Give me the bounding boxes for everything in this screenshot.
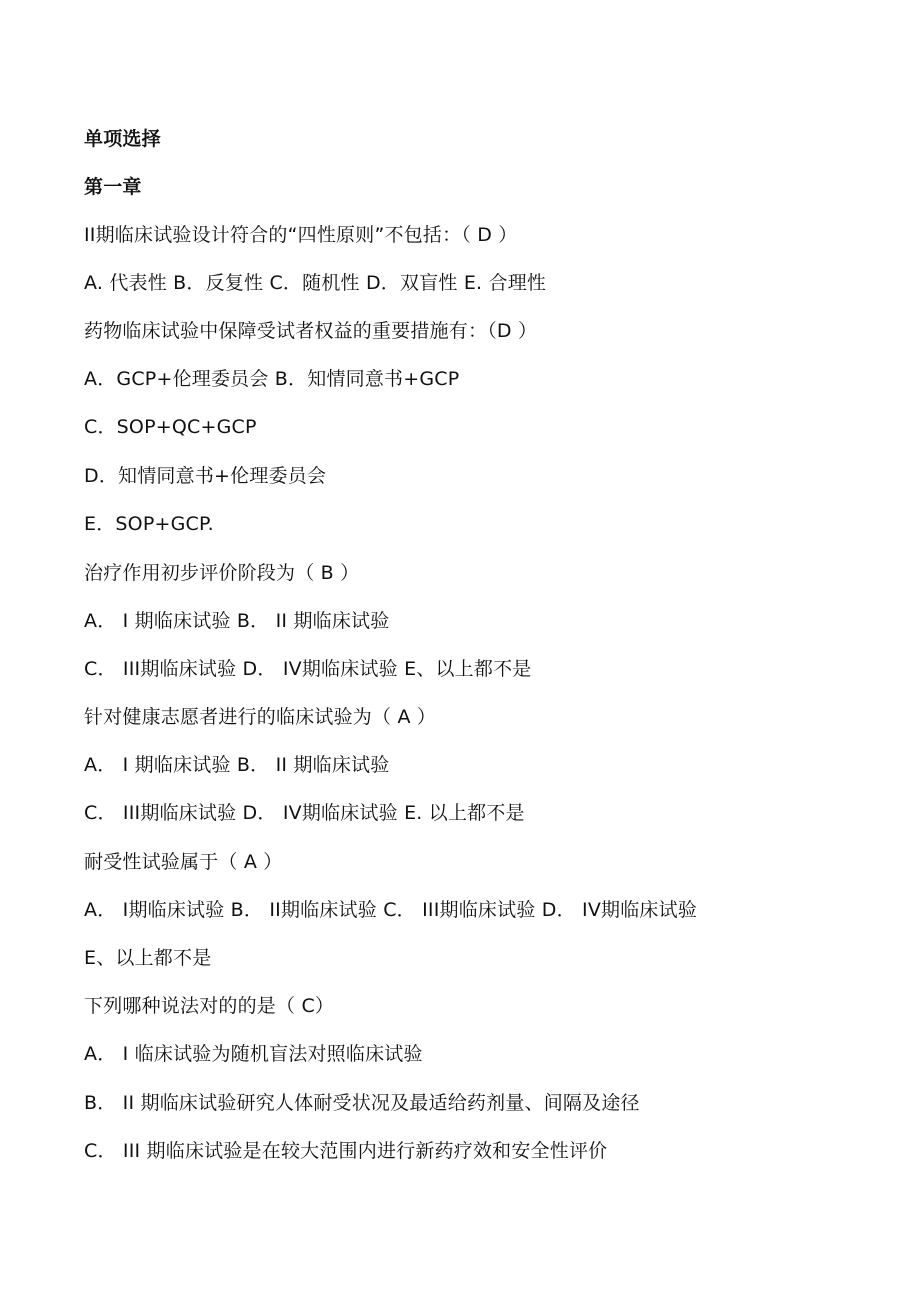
option-line: C． III期临床试验 D． IV期临床试验 E. 以上都不是 [84,802,525,824]
section-title: 单项选择 [84,128,161,150]
option-line: C． III 期临床试验是在较大范围内进行新药疗效和安全性评价 [84,1140,608,1162]
option-line: A． I 期临床试验 B． II 期临床试验 [84,610,390,632]
option-line: D．知情同意书+伦理委员会 [84,465,327,487]
option-line: A． I 期临床试验 B． II 期临床试验 [84,754,390,776]
chapter-title: 第一章 [84,176,142,198]
option-line: E．SOP+GCP. [84,513,214,535]
option-line: C．SOP+QC+GCP [84,416,257,438]
option-line: E、以上都不是 [84,947,212,969]
question-text: 针对健康志愿者进行的临床试验为（ A ） [84,706,437,728]
option-line: C． III期临床试验 D． IV期临床试验 E、以上都不是 [84,658,532,680]
option-line: A. 代表性 B．反复性 C．随机性 D．双盲性 E. 合理性 [84,272,547,294]
question-text: 药物临床试验中保障受试者权益的重要措施有：（D ） [84,320,538,342]
question-text: 下列哪种说法对的的是（ C） [84,995,335,1017]
question-text: 治疗作用初步评价阶段为（ B ） [84,562,360,584]
option-line: A． I期临床试验 B． II期临床试验 C． III期临床试验 D． IV期临床试验 [84,899,698,921]
option-line: A．GCP+伦理委员会 B．知情同意书+GCP [84,368,460,390]
option-line: B． II 期临床试验研究人体耐受状况及最适给药剂量、间隔及途径 [84,1092,640,1114]
option-line: A． I 临床试验为随机盲法对照临床试验 [84,1043,423,1065]
question-text: II期临床试验设计符合的“四性原则”不包括：（ D ） [84,224,518,246]
question-text: 耐受性试验属于（ A ） [84,851,283,873]
